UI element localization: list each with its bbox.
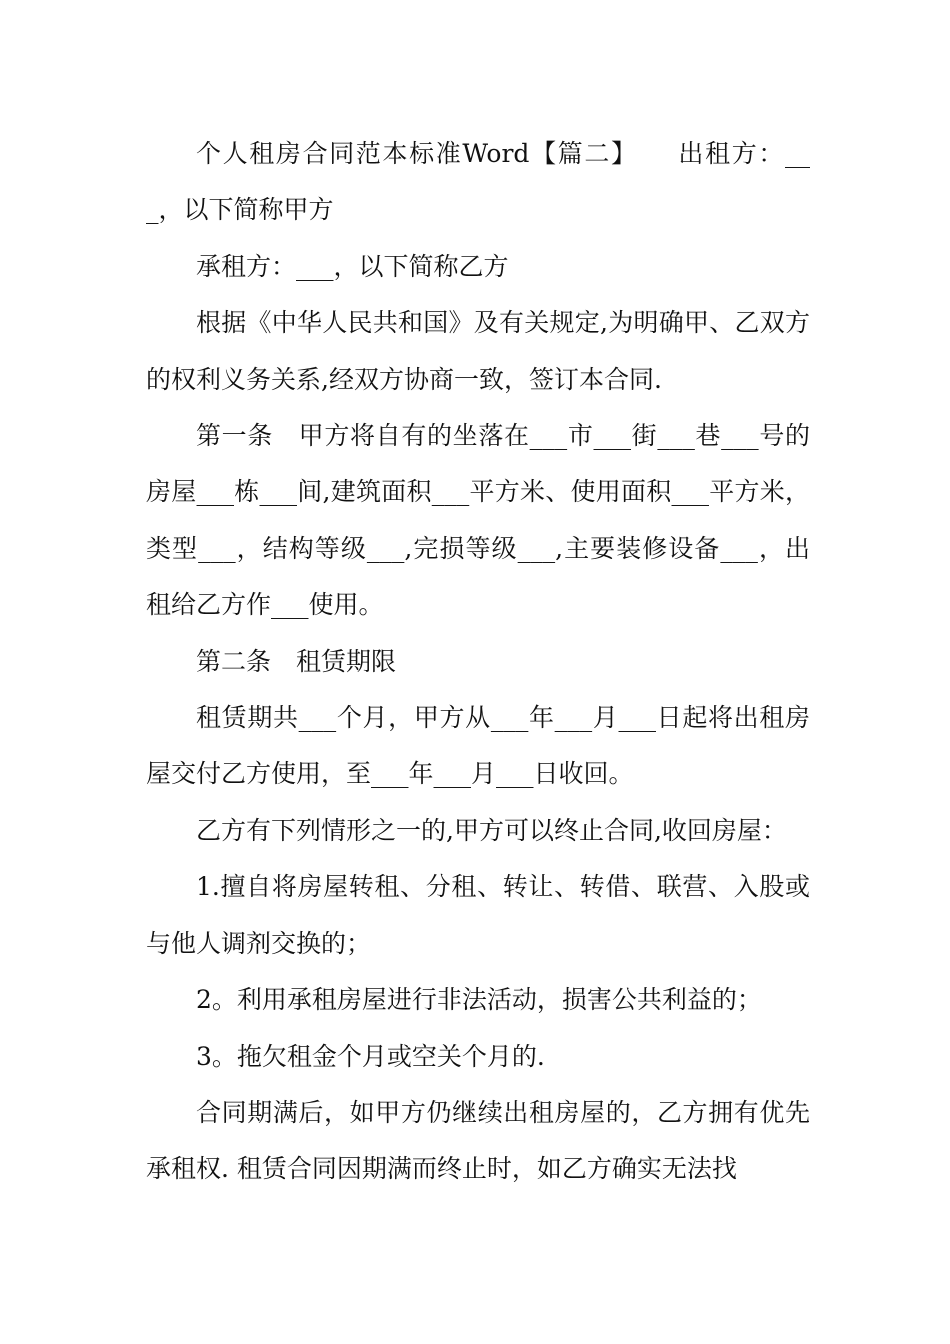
paragraph-condition-3: 3。拖欠租金个月或空关个月的. [196, 1041, 545, 1071]
paragraph-termination-conditions: 乙方有下列情形之一的,甲方可以终止合同,收回房屋： [196, 815, 787, 845]
paragraph-basis: 根据《中华人民共和国》及有关规定,为明确甲、乙双方的权利义务关系,经双方协商一致，签订本合同. [146, 308, 810, 394]
paragraph-condition-1: 1.擅自将房屋转租、分租、转让、转借、联营、入股或与他人调剂交换的； [146, 872, 810, 958]
paragraph-title-and-lessor: 个人租房合同范本标准Word【篇二】 出租方：___，以下简称甲方 [146, 139, 810, 225]
document-body [146, 126, 810, 1198]
paragraph-lessee: 承租方：___，以下简称乙方 [196, 251, 509, 281]
paragraph-article-2-heading: 第二条 租赁期限 [196, 646, 397, 676]
paragraph-condition-2: 2。利用承租房屋进行非法活动，损害公共利益的； [196, 985, 762, 1015]
paragraph-renewal: 合同期满后，如甲方仍继续出租房屋的，乙方拥有优先承租权. 租赁合同因期满而终止时，如乙方确实无法找 [146, 1097, 810, 1184]
paragraph-lease-term: 租赁期共___个月，甲方从___年___月___日起将出租房屋交付乙方使用，至___年___月___日收回。 [146, 703, 810, 789]
paragraph-article-1: 第一条 甲方将自有的坐落在___市___街___巷___号的房屋___栋___间,建筑面积___平方米、使用面积___平方米，类型___，结构等级___,完损等级___,主要装修设备___，出租给乙方作___使用。 [146, 421, 810, 620]
